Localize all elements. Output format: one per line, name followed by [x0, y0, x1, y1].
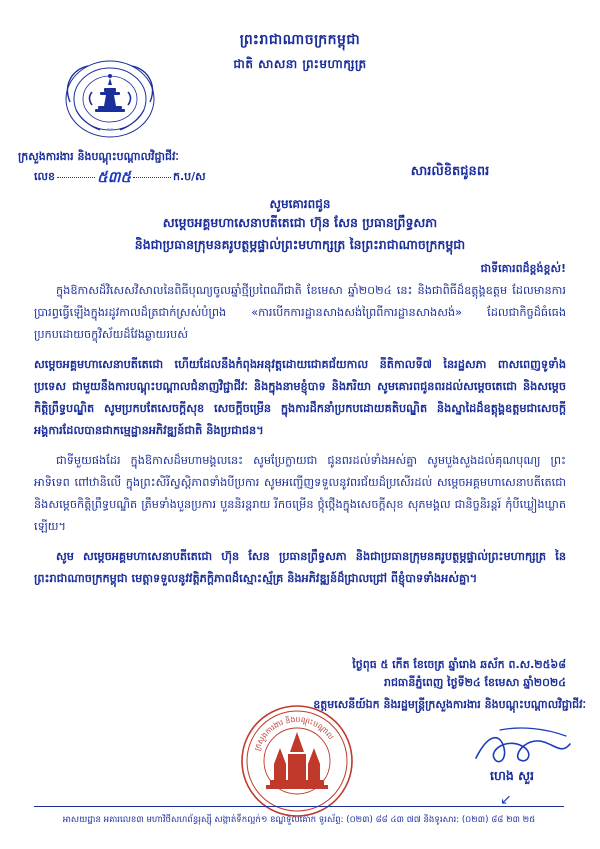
number-dots	[57, 177, 95, 178]
signature-title: ឧត្តមសេនីយ៍ឯក និងរដ្ឋមន្ត្រីក្រសួងការងារ និងបណ្តុះបណ្តាលវិជ្ជាជីវៈ	[313, 698, 586, 711]
document-body	[34, 280, 566, 598]
body-paragraph-2: សម្តេចអគ្គមហាសេនាបតីតេជោ ហើយដែលនឹងកំពុងអនុវត្តដោយជោគជ័យកាល នីតិកាលទី៧ នៃរដ្ឋសភា ពាសពេញទូទាំងប្រទេស ជាមួយនឹងការបណ្តុះបណ្តាលជំនាញវិជ្ជាជីវៈ និងក្នុងនាមខ្ញុំបាទ និងភរិយា សូមគោរពជូនពរដល់សម្តេចតេជោ និងសម្តេចកិត្តិព្រឹទ្ធបណ្ឌិត សូមប្រកបតែសេចក្តីសុខ សេចក្តីចម្រើន ក្នុងការដឹកនាំប្រកបដោយគតិបណ្ឌិត និងស្នាដៃដ៏ឧត្តុង្គឧត្តមជាសេចក្តីអង្គការដែលបានជាកមេ្មដ្ឋានអភិវឌ្ឍន៍ជាតិ និងប្រជាជន។	[34, 358, 566, 438]
addressee-line-2: និងជាប្រធានក្រុមនគរូបត្ថម្ភផ្ទាល់ព្រះមហាក្សត្រ នៃព្រះរាជាណាចក្រកម្ពុជា	[134, 236, 466, 252]
ministry-name: ក្រសួងការងារ និងបណ្តុះបណ្តាលវិជ្ជាជីវៈ	[18, 150, 179, 163]
addressee-line-1: សម្តេចអគ្គមហាសេនាបតីតេជោ ហ៊ុន សែន ប្រធានព្រឹទ្ធសភា	[162, 215, 438, 230]
number-suffix: ក.ប/ស	[173, 170, 206, 183]
signer-name: ហេង សួរ	[489, 768, 535, 783]
document-title: សារលិខិតជូនពរ	[410, 164, 490, 179]
number-dots-2	[133, 177, 171, 178]
handwritten-signature-icon	[470, 724, 580, 772]
date-line-gregorian: រាជធានីភ្នំពេញ ថ្ងៃទី២៤ ខែមេសា ឆ្នាំ២០២៤	[383, 676, 566, 689]
salutation: សូមគោរពជូន	[269, 197, 331, 211]
kingdom-title: ព្រះរាជាណាចក្រកម្ពុជា	[239, 32, 361, 48]
document-number	[34, 166, 206, 188]
footer-pen-mark: ↙	[500, 792, 512, 808]
body-paragraph-1: ក្នុងឱកាសដ៏វិសេសវិសាលនៃពិធីបុណ្យចូលឆ្នាំថ្មីប្រពៃណីជាតិ ខែមេសា ឆ្នាំ២០២៤ នេះ និងជាពិធីដ៏ឧត្តុង្គឧត្តម ដែលមានការប្រារព្ធធ្វើឡើងក្នុងរដូវកាលដ៏ត្រជាក់ស្រស់បំព្រង «ការបើកការដ្ឋានសាងសង់ព្រៃពីការដ្ឋានសាងសង់» ដែលជាកិច្ចដ៏ធំធេងប្រកបដោយចក្ខុវិស័យដ៏វែងឆ្ងាយរបស់	[34, 284, 566, 342]
body-paragraph-3: ជាទីមួយផងដែរ ក្នុងឱកាសដ៏មហាមង្គលនេះ សូមប្រែក្លាយជា ជូនពរដល់ទាំងអស់គ្នា សូមបួងសួងដល់គុណបុណ្យ ព្រះអាទិទេព ពៅឋានិលើ ក្នុងព្រះសិរីស្វស្តិភាពទាំងបីប្រការ សូមអញ្ជើញទទួលនូវពរជ័យដ៏ប្រសើរដល់ សម្តេចអគ្គមហាសេនាបតីតេជោ និងសម្តេចកិត្តិព្រឹទ្ធបណ្ឌិត ត្រឹមទាំងបួនប្រការ បួននិរន្តរាយ រីកចម្រើន ថ្កុំថ្កើងក្នុងសេចក្តីសុខ សុភមង្គល ជានិច្ចនិរន្តរ៍ កុំបីឃ្លៀងឃ្លាតឡើយ។	[34, 454, 566, 534]
svg-text:ក្រសួងការងារ និងបណ្តុះបណ្តាល: ក្រសួងការងារ និងបណ្តុះបណ្តាល	[252, 714, 336, 752]
number-value: ៥៣៥	[96, 168, 132, 186]
svg-text:·····: ·····	[106, 126, 114, 131]
number-label: លេខ	[34, 170, 55, 183]
body-paragraph-4: សូម សម្តេចអគ្គមហាសេនាបតីតេជោ ហ៊ុន សែន ប្រធានព្រឹទ្ធសភា និងជាប្រធានក្រុមនគរូបត្ថម្ភផ្ទាល់ព្រះមហាក្សត្រ នៃព្រះរាជាណាចក្រកម្ពុជា មេត្តាទទួលនូវវត្តិភក្តិភាពដ៏ស្មោះស្ម័គ្រ និងអភិវឌ្ឍន៍ដ៏ជ្រាលជ្រៅ ពីខ្ញុំបាទទាំងអស់គ្នា។	[34, 550, 566, 586]
respect-line: ជាទីគោរពដ៏ខ្ពង់ខ្ពស់!	[480, 262, 566, 275]
official-seal	[238, 702, 356, 820]
footer-address: អាសយដ្ឋាន អគារលេខ៣ មហាវិថីសហព័ន្ធរុស្ស៊ី សង្កាត់ទឹកល្អក់១ ខណ្ឌទួលគោក ទូរស័ព្ទ: (០២៣) ៨៨ ៤៣ ៧៧ និងទូរសារ: (០២៣) ៨៨ ២៣ ២៥	[62, 815, 536, 825]
national-motto: ជាតិ សាសនា ព្រះមហាក្សត្រ	[233, 57, 367, 71]
royal-emblem-icon	[62, 58, 158, 140]
footer-divider	[34, 806, 564, 807]
date-line-buddhist: ថ្ងៃពុធ ៥ កើត ខែចេត្រ ឆ្នាំរោង ឆស័ក ព.ស.២៥៦៨	[352, 658, 566, 671]
addressee-block	[0, 212, 600, 256]
